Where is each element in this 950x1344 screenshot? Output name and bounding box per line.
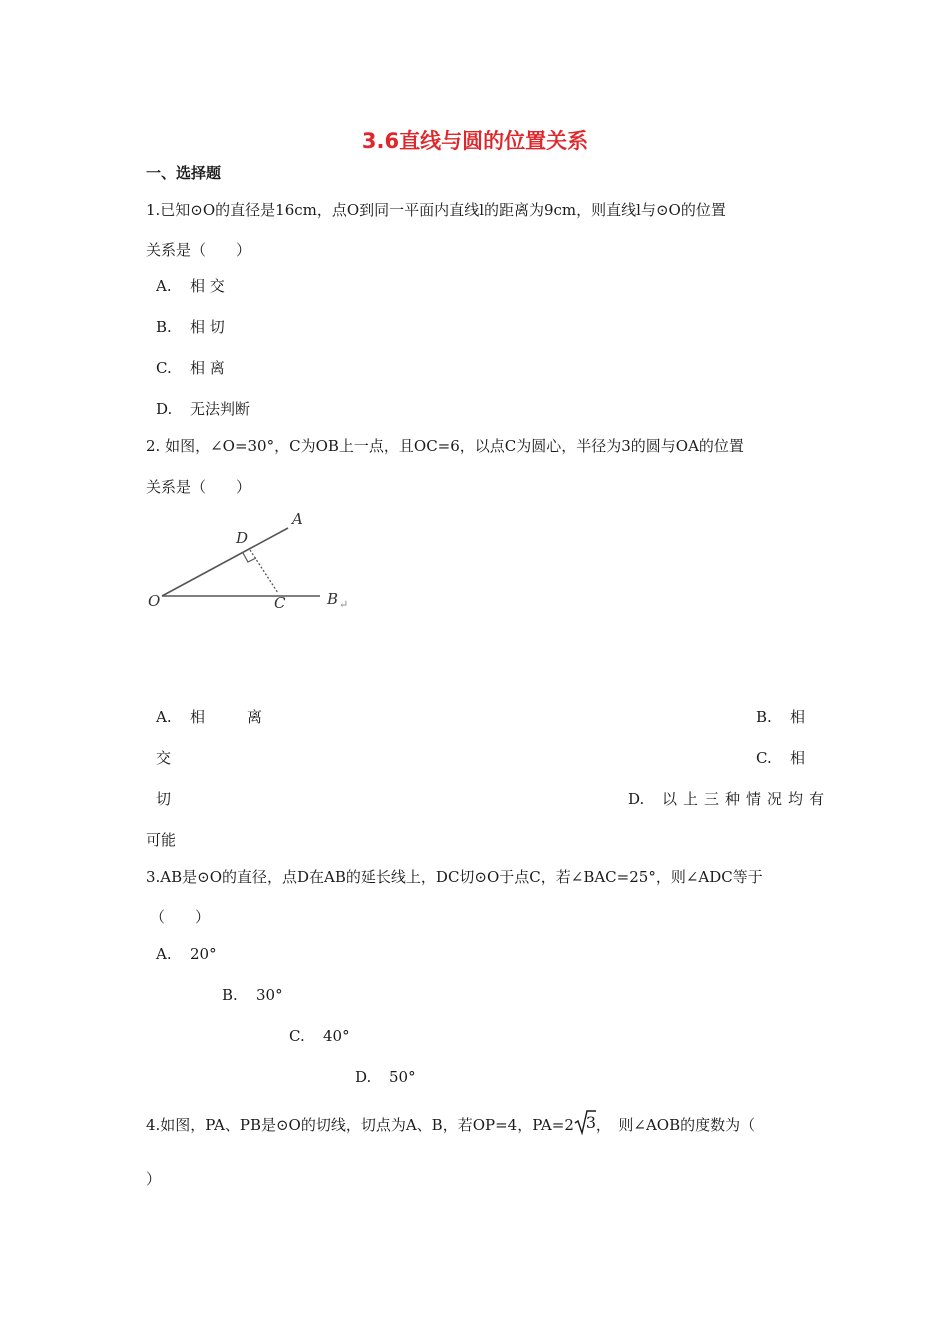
option-text: 相 交 — [190, 277, 225, 295]
option-text: 相 切 — [190, 318, 225, 336]
perpendicular-dc — [250, 550, 278, 593]
ray-oa — [162, 528, 288, 596]
option-text: 相 — [790, 749, 806, 767]
option-letter: C. — [156, 359, 172, 377]
option-letter: B. — [222, 986, 238, 1004]
q2-option-a — [156, 707, 262, 727]
option-letter: D. — [355, 1068, 372, 1086]
q1-option-b — [156, 317, 225, 337]
q1-option-c — [156, 358, 225, 378]
label-o: O — [148, 592, 161, 610]
option-letter: C. — [289, 1027, 305, 1045]
option-text: 40° — [323, 1027, 350, 1045]
q1-option-a — [156, 276, 225, 296]
label-b: B — [327, 590, 339, 608]
q2-option-c-cont: 切 — [156, 790, 172, 808]
option-text: 相 离 — [190, 359, 225, 377]
q3-option-d — [355, 1067, 416, 1087]
question-3-text-cont: （ ） — [150, 908, 211, 926]
q3-option-b — [222, 985, 283, 1005]
option-text: 相 — [190, 708, 206, 726]
q2-option-b-cont: 交 — [156, 749, 172, 767]
page-title: 3.6直线与圆的位置关系 — [361, 129, 589, 153]
right-angle-mark — [243, 553, 256, 562]
label-d: D — [236, 529, 249, 547]
question-3-text: 3.AB是⊙O的直径，点D在AB的延长线上，DC切⊙O于点C，若∠BAC=25°，则∠ADC等于 — [146, 868, 763, 886]
q2-option-d-cont: 可能 — [146, 831, 177, 849]
option-letter: C. — [756, 749, 772, 767]
option-letter: A. — [156, 945, 172, 963]
option-letter: B. — [756, 708, 772, 726]
question-2-text-cont: 关系是（ ） — [146, 478, 252, 496]
question-4-text-cont: ） — [146, 1170, 162, 1188]
q1-option-d — [156, 399, 250, 419]
option-letter: A. — [156, 277, 172, 295]
q2-option-b — [756, 707, 805, 727]
option-letter: D. — [628, 790, 645, 808]
label-a: A — [292, 510, 303, 528]
question-4-text-part1: 4.如图，PA、PB是⊙O的切线，切点为A、B，若OP=4，PA=2 — [146, 1116, 574, 1134]
q3-option-c — [289, 1026, 350, 1046]
option-text: 30° — [256, 986, 283, 1004]
option-text: 无法判断 — [190, 400, 251, 418]
question-4-text — [146, 1115, 755, 1135]
return-mark: ↵ — [339, 598, 349, 611]
option-letter: D. — [156, 400, 173, 418]
question-1-text: 1.已知⊙O的直径是16cm，点O到同一平面内直线l的距离为9cm，则直线l与⊙O的位置 — [146, 201, 726, 219]
option-text: 离 — [247, 708, 263, 726]
question-1-text-cont: 关系是（ ） — [146, 241, 252, 259]
section-heading: 一、选择题 — [146, 164, 222, 182]
option-text: 50° — [389, 1068, 416, 1086]
q2-option-d — [628, 789, 830, 809]
angle-figure — [140, 505, 360, 620]
label-c: C — [274, 594, 286, 612]
q3-option-a — [156, 944, 217, 964]
q2-option-c — [756, 748, 805, 768]
option-text: 相 — [790, 708, 806, 726]
question-2-text: 2. 如图，∠O=30°，C为OB上一点，且OC=6，以点C为圆心，半径为3的圆与OA的位置 — [146, 437, 744, 455]
option-text: 20° — [190, 945, 217, 963]
question-4-text-part2: ， 则∠AOB的度数为（ — [595, 1116, 756, 1134]
option-letter: B. — [156, 318, 172, 336]
option-letter: A. — [156, 708, 172, 726]
sqrt-expression — [574, 1115, 596, 1135]
option-text: 以上三种情况均有 — [662, 790, 831, 808]
sqrt-argument: 3 — [585, 1113, 597, 1132]
